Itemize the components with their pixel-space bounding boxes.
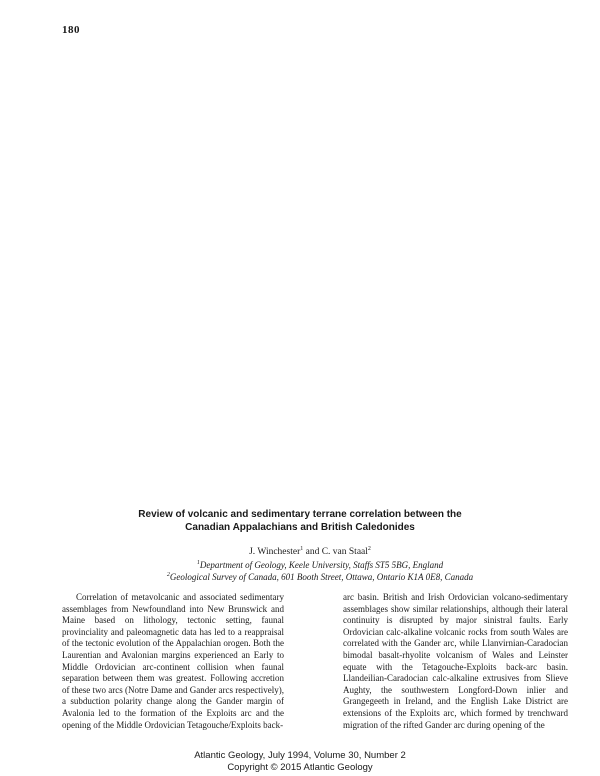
abstract-right-column: arc basin. British and Irish Ordovician volcano-sedimentary assemblages show similar relationships, although their lateral continuity is disrupted by major sinistral faults. Early Ordovician calc-alkaline volcanic rocks from south Wales are correlated with the Gander arc, while Llanvirnian-Caradocian bimodal basalt-rhyolite volcanism of Wales and Leinster equate with the Tetagouche-Exploits back-arc basin. Llandeilian-Caradocian calc-alkaline extrusives from Slieve Aughty, the southwestern Longford-Down inlier and Grangegeeth in Ireland, and the English Lake District are extensions of the Exploits arc, which formed by trenchward migration of the rifted Gander arc during opening of the bbox=[343, 592, 568, 730]
page-number: 180 bbox=[62, 24, 80, 36]
affiliation-1-text: Department of Geology, Keele University, Staffs ST5 5BG, England bbox=[199, 560, 444, 570]
author-2-superscript: 2 bbox=[367, 545, 371, 552]
author-1: J. Winchester bbox=[249, 547, 301, 557]
affiliation-1 bbox=[140, 559, 500, 571]
journal-citation: Atlantic Geology, July 1994, Volume 30, Number 2 bbox=[194, 750, 406, 761]
title-line-1: Review of volcanic and sedimentary terrane correlation between the bbox=[138, 509, 462, 520]
author-2: and C. van Staal bbox=[303, 547, 368, 557]
affiliation-2-text: Geological Survey of Canada, 601 Booth Street, Ottawa, Ontario K1A 0E8, Canada bbox=[169, 572, 474, 582]
abstract-left-column: Correlation of metavolcanic and associated sedimentary assemblages from Newfoundland into New Brunswick and Maine based on lithology, tectonic setting, faunal provinciality and paleomagnetic data has led to a reappraisal of the tectonic evolution of the Appalachian orogen. Both the Laurentian and Avalonian margins experienced an Early to Middle Ordovician arc-continent collision when faunal separation between them was greatest. Following accretion of these two arcs (Notre Dame and Gander arcs respectively), a subduction polarity change along the Gander margin of Avalonia led to the formation of the Exploits arc and the opening of the Middle Ordovician Tetagouche/Exploits back- bbox=[62, 592, 284, 730]
affiliation-2 bbox=[140, 571, 500, 583]
author-1-superscript: 1 bbox=[300, 545, 304, 552]
article-title bbox=[100, 508, 500, 534]
affiliation-2-superscript: 2 bbox=[166, 572, 170, 578]
title-line-2: Canadian Appalachians and British Caledonides bbox=[185, 522, 415, 533]
affiliation-1-superscript: 1 bbox=[196, 560, 200, 566]
authors-line bbox=[140, 546, 480, 558]
copyright-notice: Copyright © 2015 Atlantic Geology bbox=[227, 762, 373, 773]
